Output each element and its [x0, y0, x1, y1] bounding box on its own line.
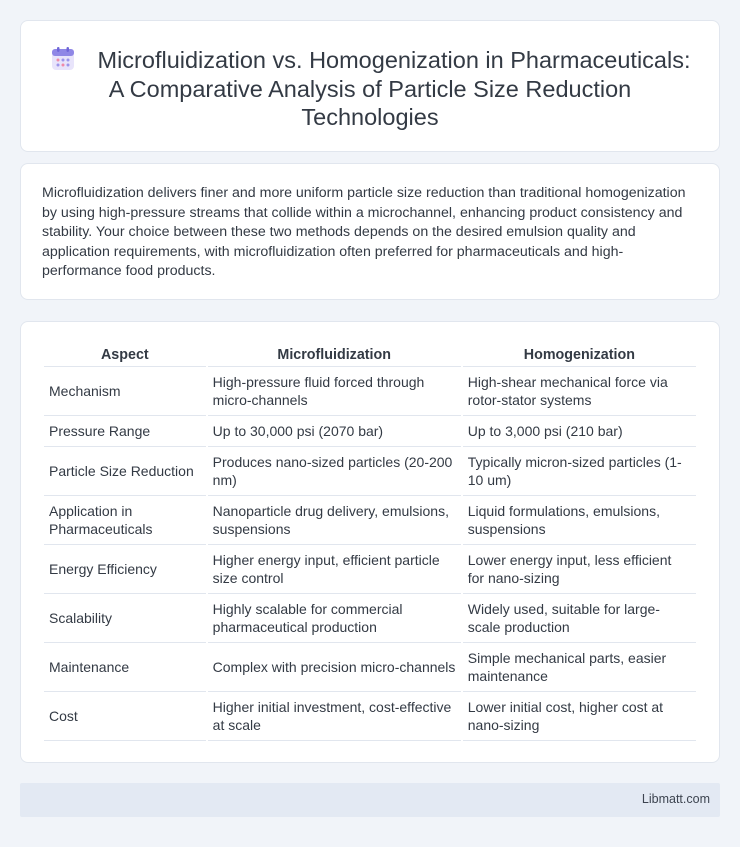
homogenization-cell: Up to 3,000 psi (210 bar)	[463, 416, 696, 447]
header-microfluidization: Microfluidization	[208, 343, 461, 367]
microfluidization-cell: Highly scalable for commercial pharmaceutical production	[208, 594, 461, 643]
comparison-table	[42, 343, 698, 741]
homogenization-cell: Simple mechanical parts, easier maintenance	[463, 643, 696, 692]
aspect-cell: Particle Size Reduction	[44, 447, 206, 496]
page-title	[41, 46, 699, 132]
table-row	[44, 643, 696, 692]
table-row	[44, 496, 696, 545]
table-row	[44, 416, 696, 447]
header-aspect: Aspect	[44, 343, 206, 367]
footer-brand[interactable]: Libmatt.com	[641, 792, 710, 806]
aspect-cell: Application in Pharmaceuticals	[44, 496, 206, 545]
homogenization-cell: Lower energy input, less efficient for nano-sizing	[463, 545, 696, 594]
table-row	[44, 692, 696, 741]
aspect-cell: Pressure Range	[44, 416, 206, 447]
homogenization-cell: Liquid formulations, emulsions, suspensions	[463, 496, 696, 545]
microfluidization-cell: High-pressure fluid forced through micro-channels	[208, 367, 461, 416]
aspect-cell: Cost	[44, 692, 206, 741]
footer	[20, 783, 720, 817]
comparison-table-card	[20, 321, 720, 763]
microfluidization-cell: Complex with precision micro-channels	[208, 643, 461, 692]
table-row	[44, 447, 696, 496]
table-header-row	[44, 343, 696, 367]
header-homogenization: Homogenization	[463, 343, 696, 367]
calendar-icon	[50, 46, 76, 72]
table-row	[44, 545, 696, 594]
aspect-cell: Scalability	[44, 594, 206, 643]
aspect-cell: Maintenance	[44, 643, 206, 692]
microfluidization-cell: Produces nano-sized particles (20-200 nm)	[208, 447, 461, 496]
microfluidization-cell: Higher energy input, efficient particle size control	[208, 545, 461, 594]
aspect-cell: Mechanism	[44, 367, 206, 416]
aspect-cell: Energy Efficiency	[44, 545, 206, 594]
homogenization-cell: Lower initial cost, higher cost at nano-sizing	[463, 692, 696, 741]
homogenization-cell: Typically micron-sized particles (1-10 um)	[463, 447, 696, 496]
homogenization-cell: Widely used, suitable for large-scale production	[463, 594, 696, 643]
summary-text: Microfluidization delivers finer and more uniform particle size reduction than traditional homogenization by using high-pressure streams that collide within a microchannel, enhancing product consistency and stability. Your choice between these two methods depends on the desired emulsion quality and application requirements, with microfluidization often preferred for pharmaceuticals and high-performance food products.	[42, 185, 686, 280]
microfluidization-cell: Nanoparticle drug delivery, emulsions, suspensions	[208, 496, 461, 545]
title-card	[20, 20, 720, 152]
summary-card	[20, 163, 720, 300]
table-row	[44, 594, 696, 643]
microfluidization-cell: Up to 30,000 psi (2070 bar)	[208, 416, 461, 447]
homogenization-cell: High-shear mechanical force via rotor-stator systems	[463, 367, 696, 416]
microfluidization-cell: Higher initial investment, cost-effective at scale	[208, 692, 461, 741]
table-row	[44, 367, 696, 416]
page-title-text: Microfluidization vs. Homogenization in Pharmaceuticals: A Comparative Analysis of Particle Size Reduction Technologies	[97, 47, 691, 130]
